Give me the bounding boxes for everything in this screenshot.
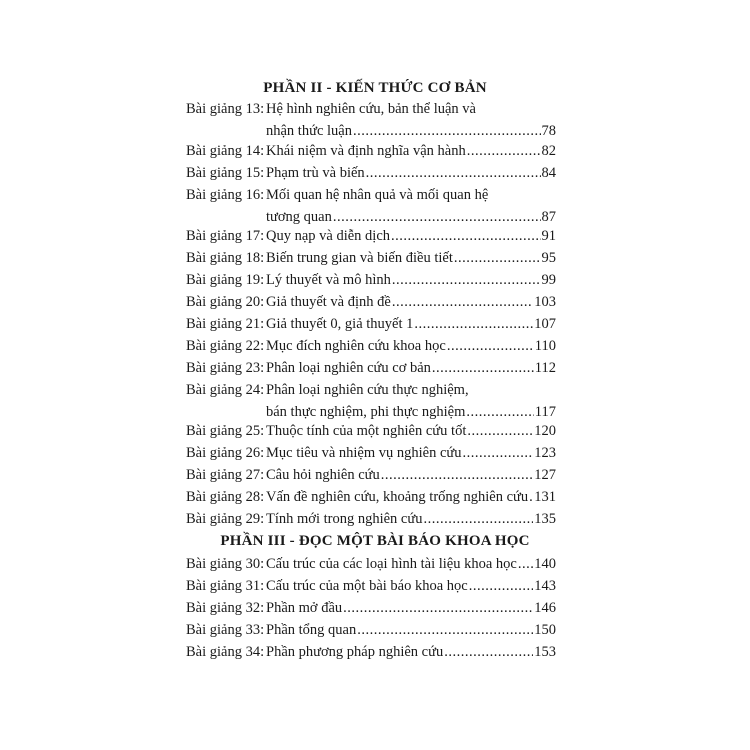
page-number: 107: [534, 316, 556, 332]
lecture-title-line1: Phân loại nghiên cứu thực nghiệm,: [266, 382, 469, 398]
page-number: 127: [534, 467, 556, 483]
leader-dots: [467, 422, 533, 440]
page-number: 140: [534, 556, 556, 572]
leader-dots: [381, 466, 533, 484]
lecture-title-line1: Hệ hình nghiên cứu, bản thể luận và: [266, 101, 476, 117]
lecture-title: Mục tiêu và nhiệm vụ nghiên cứu: [266, 445, 462, 461]
lecture-number: Bài giảng 22:: [186, 338, 265, 354]
leader-dots: [353, 122, 541, 140]
lecture-number: Bài giảng 14:: [186, 143, 265, 159]
lecture-title: Giả thuyết và định đề: [266, 294, 391, 310]
lecture-number: Bài giảng 21:: [186, 316, 265, 332]
page-number: 143: [534, 578, 556, 594]
lecture-title: Thuộc tính của một nghiên cứu tốt: [266, 423, 467, 439]
lecture-number: Bài giảng 25:: [186, 423, 265, 439]
lecture-title: Tính mới trong nghiên cứu: [266, 511, 423, 527]
lecture-number: Bài giảng 20:: [186, 294, 265, 310]
lecture-title: Cấu trúc của một bài báo khoa học: [266, 578, 468, 594]
lecture-title: Câu hỏi nghiên cứu: [266, 467, 380, 483]
page-number: 150: [534, 622, 556, 638]
lecture-title: Phần tổng quan: [266, 622, 357, 638]
leader-dots: [392, 293, 533, 311]
page-number: 123: [534, 445, 556, 461]
lecture-title: tương quan: [266, 209, 332, 225]
lecture-number: Bài giảng 34:: [186, 644, 265, 660]
lecture-title: Lý thuyết và mô hình: [266, 272, 391, 288]
lecture-number: Bài giảng 27:: [186, 467, 265, 483]
lecture-title: Phần mở đầu: [266, 600, 343, 616]
lecture-title: Mục đích nghiên cứu khoa học: [266, 338, 446, 354]
page-number: 91: [541, 228, 556, 244]
section-heading-part-2: PHẦN II - KIẾN THỨC CƠ BẢN: [263, 80, 487, 96]
lecture-number: Bài giảng 23:: [186, 360, 265, 376]
lecture-number: Bài giảng 24:: [186, 382, 265, 398]
page-number: 146: [534, 600, 556, 616]
leader-dots: [392, 271, 541, 289]
lecture-title-line1: Mối quan hệ nhân quả và mối quan hệ: [266, 187, 489, 203]
page-number: 131: [534, 489, 556, 505]
lecture-number: Bài giảng 31:: [186, 578, 265, 594]
lecture-title: Vấn đề nghiên cứu, khoảng trống nghiên cứu: [266, 489, 529, 505]
page-number: 87: [541, 209, 556, 225]
leader-dots: [432, 359, 534, 377]
lecture-title: Phần phương pháp nghiên cứu: [266, 644, 444, 660]
lecture-title: bán thực nghiệm, phi thực nghiệm: [266, 404, 466, 420]
leader-dots: [447, 337, 534, 355]
leader-dots: [333, 208, 541, 226]
page-number: 112: [534, 360, 556, 376]
leader-dots: [366, 164, 541, 182]
lecture-title: Phạm trù và biến: [266, 165, 365, 181]
leader-dots: [518, 555, 533, 573]
lecture-number: Bài giảng 30:: [186, 556, 265, 572]
leader-dots: [529, 488, 533, 506]
page-number: 110: [534, 338, 556, 354]
lecture-title: Biến trung gian và biến điều tiết: [266, 250, 453, 266]
page-number: 120: [534, 423, 556, 439]
leader-dots: [444, 643, 533, 661]
page-number: 99: [541, 272, 556, 288]
lecture-number: Bài giảng 33:: [186, 622, 265, 638]
page-number: 78: [541, 123, 556, 139]
leader-dots: [463, 444, 534, 462]
section-heading-part-3: PHẦN III - ĐỌC MỘT BÀI BÁO KHOA HỌC: [220, 533, 530, 549]
lecture-number: Bài giảng 15:: [186, 165, 265, 181]
leader-dots: [469, 577, 534, 595]
lecture-title: nhận thức luận: [266, 123, 352, 139]
lecture-number: Bài giảng 16:: [186, 187, 265, 203]
page-number: 153: [534, 644, 556, 660]
lecture-number: Bài giảng 17:: [186, 228, 265, 244]
lecture-title: Khái niệm và định nghĩa vận hành: [266, 143, 466, 159]
leader-dots: [343, 599, 533, 617]
leader-dots: [454, 249, 541, 267]
lecture-number: Bài giảng 29:: [186, 511, 265, 527]
lecture-title: Cấu trúc của các loại hình tài liệu khoa học: [266, 556, 517, 572]
lecture-number: Bài giảng 18:: [186, 250, 265, 266]
lecture-title: Phân loại nghiên cứu cơ bản: [266, 360, 431, 376]
lecture-title: Giả thuyết 0, giả thuyết 1: [266, 316, 414, 332]
lecture-number: Bài giảng 13:: [186, 101, 265, 117]
lecture-number: Bài giảng 19:: [186, 272, 265, 288]
leader-dots: [466, 403, 533, 421]
lecture-number: Bài giảng 28:: [186, 489, 265, 505]
page-number: 135: [534, 511, 556, 527]
leader-dots: [423, 510, 533, 528]
lecture-title: Quy nạp và diễn dịch: [266, 228, 391, 244]
page-number: 95: [541, 250, 556, 266]
page-number: 82: [541, 143, 556, 159]
page-number: 84: [541, 165, 556, 181]
lecture-number: Bài giảng 26:: [186, 445, 265, 461]
leader-dots: [357, 621, 533, 639]
page-number: 103: [534, 294, 556, 310]
leader-dots: [467, 142, 541, 160]
page-number: 117: [534, 404, 556, 420]
leader-dots: [414, 315, 533, 333]
lecture-number: Bài giảng 32:: [186, 600, 265, 616]
leader-dots: [391, 227, 540, 245]
